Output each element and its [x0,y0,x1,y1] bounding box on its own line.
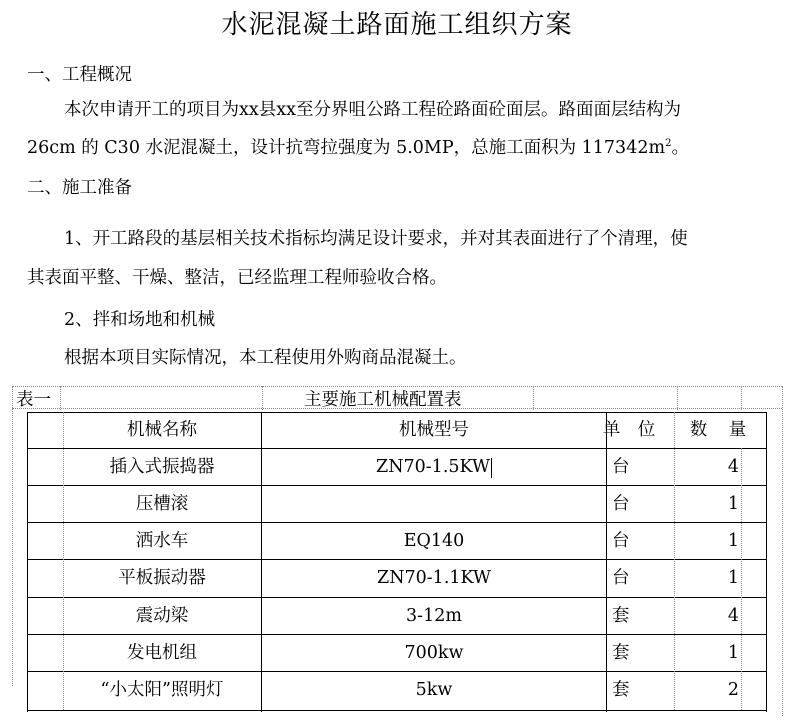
left-guide [12,386,13,686]
preparation-para1-line1: 1、开工路段的基层相关技术指标均满足设计要求，并对其表面进行了个清理，使 [64,229,688,249]
overview-line-2-text: 26cm 的 C30 水泥混凝土，设计抗弯拉强度为 5.0MP，总施工面积为 117342m [27,138,666,158]
row-4-name: 平板振动器 [118,568,206,588]
row-7-unit: 套 [612,680,630,700]
header-model: 机械型号 [399,420,469,440]
row-1-unit: 台 [612,457,630,477]
row-4-model: ZN70-1.1KW [377,568,491,588]
row-2-unit: 台 [612,494,630,514]
caption-divider-4 [677,386,678,410]
superscript-2: 2 [665,138,672,150]
caption-divider-5 [741,386,742,410]
row-6-qty: 1 [727,643,739,663]
table-caption: 主要施工机械配置表 [304,390,462,410]
row-2-qty: 1 [727,494,739,514]
row-3-qty: 1 [727,531,739,551]
row-4-qty: 1 [727,568,739,588]
row-4-unit: 台 [612,568,630,588]
preparation-para2-heading: 2、拌和场地和机械 [64,310,216,330]
row-3-model: EQ140 [403,531,465,551]
right-guide [782,386,783,716]
header-name: 机械名称 [127,420,197,440]
row-7-name: “小太阳”照明灯 [100,680,224,700]
row-2-name: 压槽滚 [135,494,189,514]
section-heading-overview: 一、工程概况 [27,65,132,85]
overview-line-2 [27,134,689,159]
header-qty: 数 量 [689,420,755,440]
row-1-model[interactable] [262,449,606,485]
row-6-model: 700kw [404,643,464,663]
row-5-unit: 套 [612,606,630,626]
row-3-unit: 台 [612,531,630,551]
row-7-model: 5kw [415,680,453,700]
header-unit: 单 位 [602,420,662,440]
caption-divider-3 [533,386,534,410]
row-5-name: 震动梁 [135,606,189,626]
caption-divider-2 [262,386,263,410]
row-1-model-text: ZN70-1.5KW [376,457,490,477]
table-label: 表一 [16,390,51,410]
machinery-table [27,412,767,712]
row-6-unit: 套 [612,643,630,663]
overview-line-1: 本次申请开工的项目为xx县xx至分界咀公路工程砼路面砼面层。路面面层结构为 [64,100,681,120]
text-cursor [491,458,492,478]
row-6-name: 发电机组 [127,643,197,663]
row-1-name: 插入式振捣器 [109,457,215,477]
row-3-name: 洒水车 [135,531,189,551]
caption-divider-1 [60,386,61,410]
row-5-model: 3-12m [406,606,462,626]
row-5-qty: 4 [727,606,739,626]
preparation-para2-text: 根据本项目实际情况，本工程使用外购商品混凝土。 [64,348,467,368]
row-7-qty: 2 [727,680,739,700]
section-heading-preparation: 二、施工准备 [27,178,132,198]
row-2-model [262,486,606,522]
preparation-para1-line2: 其表面平整、干燥、整洁，已经监理工程师验收合格。 [27,268,447,288]
overview-line-2-end: 。 [671,138,689,158]
row-1-qty: 4 [727,457,739,477]
document-title: 水泥混凝土路面施工组织方案 [221,10,573,40]
